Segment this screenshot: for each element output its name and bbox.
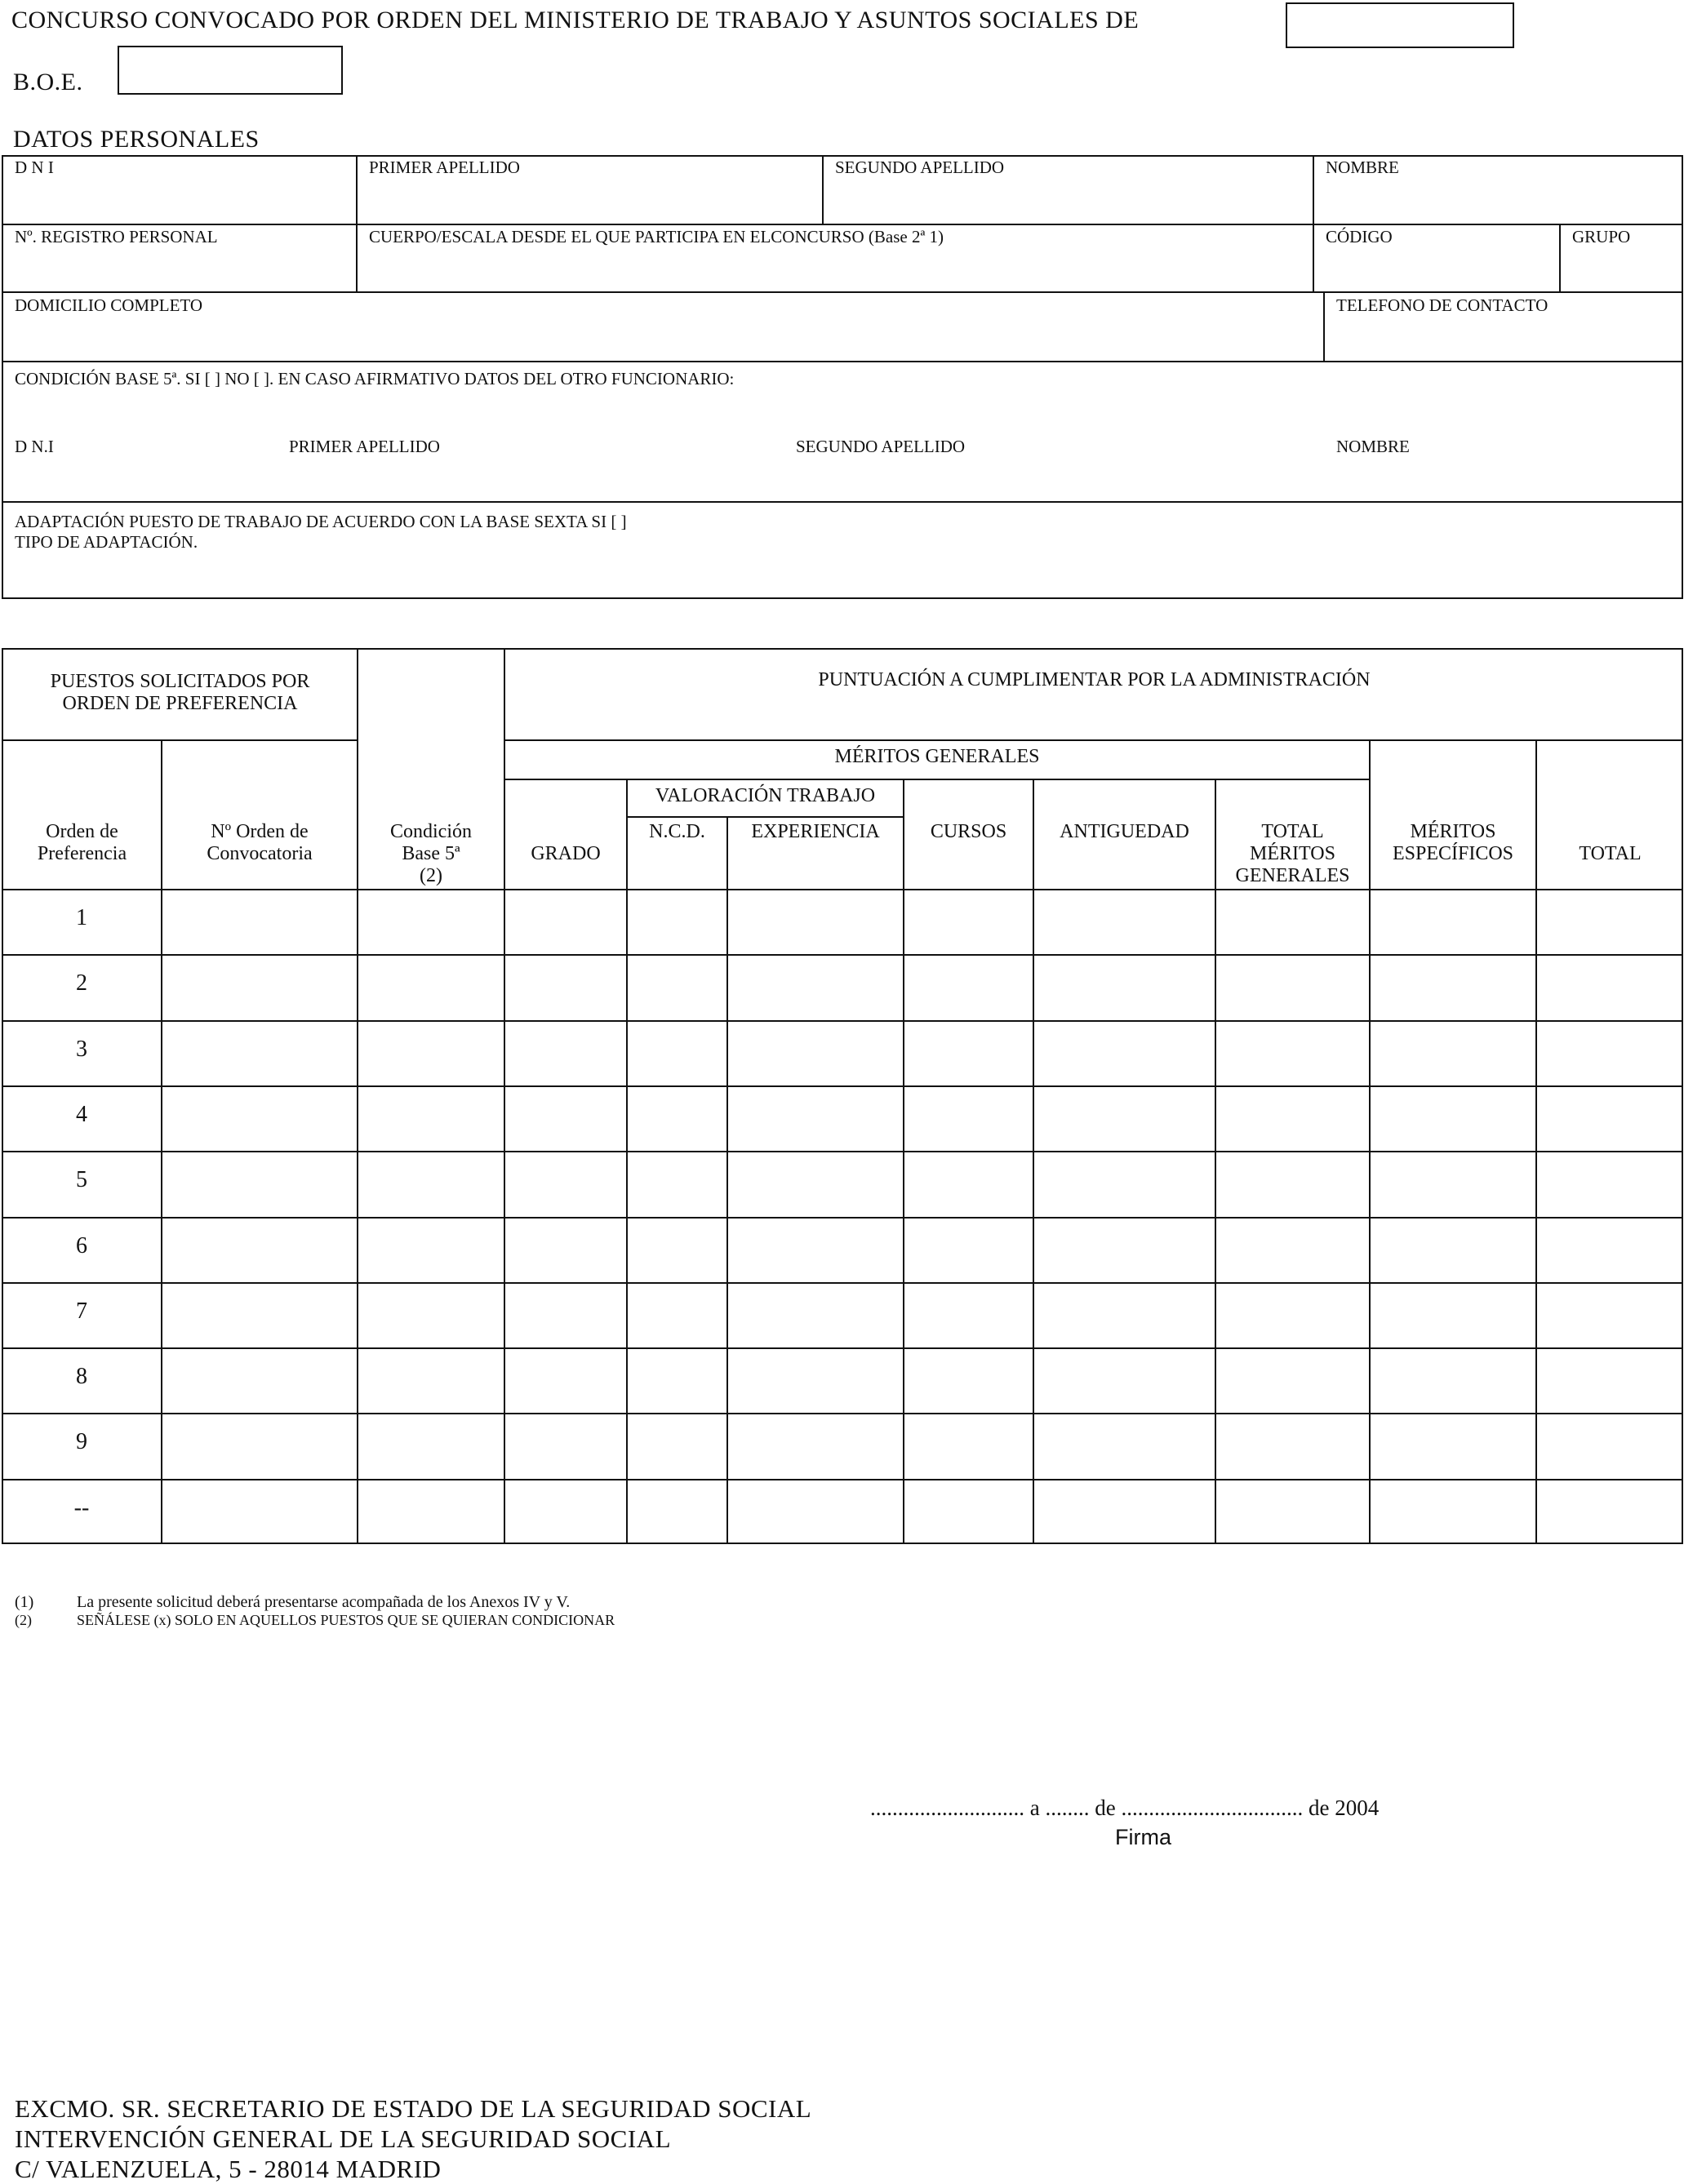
concurso-label: CONCURSO CONVOCADO POR ORDEN DEL MINISTERIO DE TRABAJO Y ASUNTOS SOCIALES DE bbox=[11, 7, 1140, 33]
row-number: 5 bbox=[76, 1167, 87, 1192]
meritos-especificos-header: MÉRITOS ESPECÍFICOS bbox=[1392, 821, 1514, 864]
boe-field[interactable] bbox=[118, 46, 343, 95]
row-number: 7 bbox=[76, 1298, 87, 1324]
note-2-text: SEÑÁLESE (x) SOLO EN AQUELLOS PUESTOS QUE SE QUIERAN CONDICIONAR bbox=[77, 1612, 615, 1628]
condicion-base-label[interactable]: CONDICIÓN BASE 5ª. SI [ ] NO [ ]. EN CASO AFIRMATIVO DATOS DEL OTRO FUNCIONARIO: bbox=[15, 369, 735, 388]
total-meritos-generales-header: TOTAL MÉRITOS GENERALES bbox=[1235, 821, 1350, 886]
date-line[interactable]: ............................ a ........ de ................................. de 2004 bbox=[870, 1796, 1380, 1820]
row-divider bbox=[2, 1413, 1683, 1414]
otro-nombre-label[interactable]: NOMBRE bbox=[1336, 437, 1410, 456]
note-2-number: (2) bbox=[15, 1612, 32, 1628]
address-line-2: INTERVENCIÓN GENERAL DE LA SEGURIDAD SOCIAL bbox=[15, 2124, 672, 2153]
otro-dni-label[interactable]: D N.I bbox=[15, 437, 54, 456]
meritos-generales-header: MÉRITOS GENERALES bbox=[834, 746, 1040, 767]
note-1-text: La presente solicitud deberá presentarse acompañada de los Anexos IV y V. bbox=[77, 1593, 571, 1611]
antiguedad-header: ANTIGUEDAD bbox=[1060, 821, 1189, 842]
boe-label: B.O.E. bbox=[13, 69, 83, 95]
ncd-header: N.C.D. bbox=[649, 821, 705, 842]
section-title-personal: DATOS PERSONALES bbox=[13, 126, 260, 153]
puntuacion-header: PUNTUACIÓN A CUMPLIMENTAR POR LA ADMINISTRACIÓN bbox=[818, 669, 1371, 690]
firma-label: Firma bbox=[1115, 1825, 1171, 1849]
cursos-header: CURSOS bbox=[930, 821, 1007, 842]
row-number: 4 bbox=[76, 1102, 87, 1127]
puestos-table bbox=[2, 648, 1683, 1544]
adaptacion-label[interactable]: ADAPTACIÓN PUESTO DE TRABAJO DE ACUERDO CON LA BASE SEXTA SI [ ] bbox=[15, 512, 627, 531]
orden-convocatoria-header: Nº Orden de Convocatoria bbox=[207, 821, 313, 864]
otro-segundo-apellido-label[interactable]: SEGUNDO APELLIDO bbox=[796, 437, 966, 456]
row-number: 3 bbox=[76, 1037, 87, 1062]
orden-preferencia-header: Orden de Preferencia bbox=[37, 821, 127, 864]
cuerpo-field[interactable]: CUERPO/ESCALA DESDE EL QUE PARTICIPA EN ELCONCURSO (Base 2ª 1) bbox=[369, 227, 944, 246]
row-number: 1 bbox=[76, 905, 87, 930]
nombre-field[interactable]: NOMBRE bbox=[1326, 158, 1399, 177]
row-divider bbox=[2, 1282, 1683, 1284]
domicilio-field[interactable]: DOMICILIO COMPLETO bbox=[15, 295, 203, 315]
experiencia-header: EXPERIENCIA bbox=[751, 821, 880, 842]
tipo-adaptacion-label[interactable]: TIPO DE ADAPTACIÓN. bbox=[15, 532, 198, 552]
orden-date-field[interactable] bbox=[1286, 2, 1514, 48]
codigo-field[interactable]: CÓDIGO bbox=[1326, 227, 1393, 246]
telefono-field[interactable]: TELEFONO DE CONTACTO bbox=[1336, 295, 1548, 315]
row-number: 9 bbox=[76, 1429, 87, 1454]
total-header: TOTAL bbox=[1579, 843, 1642, 864]
puestos-header: PUESTOS SOLICITADOS POR ORDEN DE PREFERENCIA bbox=[50, 671, 310, 714]
segundo-apellido-field[interactable]: SEGUNDO APELLIDO bbox=[835, 158, 1005, 177]
dni-field[interactable]: D N I bbox=[15, 158, 54, 177]
address-line-1: EXCMO. SR. SECRETARIO DE ESTADO DE LA SEGURIDAD SOCIAL bbox=[15, 2094, 812, 2123]
otro-primer-apellido-label[interactable]: PRIMER APELLIDO bbox=[289, 437, 440, 456]
primer-apellido-field[interactable]: PRIMER APELLIDO bbox=[369, 158, 520, 177]
registro-field[interactable]: Nº. REGISTRO PERSONAL bbox=[15, 227, 218, 246]
note-1-number: (1) bbox=[15, 1593, 34, 1611]
grado-header: GRADO bbox=[531, 843, 601, 864]
grupo-field[interactable]: GRUPO bbox=[1572, 227, 1631, 246]
address-line-3: C/ VALENZUELA, 5 - 28014 MADRID bbox=[15, 2155, 442, 2183]
row-divider bbox=[2, 1020, 1683, 1022]
row-number: 8 bbox=[76, 1364, 87, 1389]
row-divider bbox=[2, 1217, 1683, 1219]
valoracion-header: VALORACIÓN TRABAJO bbox=[655, 785, 876, 806]
row-divider bbox=[2, 1479, 1683, 1480]
row-number: 6 bbox=[76, 1233, 87, 1258]
condicion-base-header: Condición Base 5ª (2) bbox=[390, 821, 472, 886]
row-divider bbox=[2, 1347, 1683, 1349]
row-number: 2 bbox=[76, 970, 87, 996]
row-number: -- bbox=[73, 1495, 90, 1520]
row-divider bbox=[2, 1151, 1683, 1152]
row-divider bbox=[2, 1085, 1683, 1087]
row-divider bbox=[2, 954, 1683, 956]
